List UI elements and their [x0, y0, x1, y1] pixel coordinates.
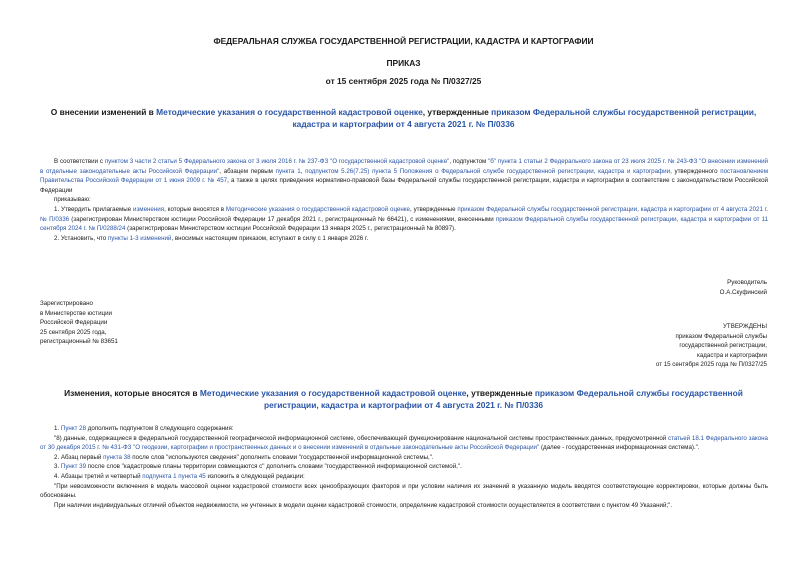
preamble-text: , утвержденного: [670, 167, 721, 175]
changes-title-text-a: Изменения, которые вносятся в: [64, 388, 200, 398]
document-date: от 15 сентября 2025 года № П/0327/25: [325, 76, 482, 86]
methodical-guidelines-link-2[interactable]: Методические указания о государственной кадастровой оценке: [199, 388, 467, 398]
point-28-link[interactable]: Пункт 28: [60, 425, 87, 432]
approval-block: [656, 322, 767, 370]
approval-line: УТВЕРЖДЕНЫ: [723, 323, 767, 330]
registration-line: 25 сентября 2025 года,: [40, 328, 107, 336]
change-1: [40, 424, 768, 434]
order-0288-link[interactable]: приказом Федеральной службы государственной регистрации, кадастра и картографии от 11 сентября 2024 г. № П/0288/24: [40, 215, 769, 233]
changes-link[interactable]: изменения: [133, 205, 165, 213]
guidelines-link[interactable]: Методические указания о государственной кадастровой оценке: [225, 205, 410, 213]
preamble-text: В соответствии с: [54, 158, 105, 165]
signature-block: [720, 278, 767, 297]
government-resolution-link[interactable]: постановлением Правительства Российской Федерации от 1 июня 2009 г. № 457: [40, 167, 768, 185]
item-text: 1. Утвердить прилагаемые: [54, 205, 134, 213]
preamble-text: , а также в целях приведения нормативно-правовой базы Федеральной службы государственной регистрации, кадастра и картографии в соответствие с законодательством Российской Федерации: [40, 177, 769, 194]
order-item-1: [40, 205, 768, 234]
approval-line: от 15 сентября 2025 года № П/0327/25: [655, 361, 767, 369]
document-type: ПРИКАЗ: [386, 58, 421, 68]
change-text: 3.: [54, 463, 61, 471]
order-0336-link[interactable]: приказом Федеральной службы государственной регистрации, кадастра и картографии от 4 августа 2021 г. № П/0336: [40, 205, 769, 223]
order-item-2: [40, 234, 768, 244]
item-text: (зарегистрирован Министерством юстиции Российской Федерации 13 января 2025 г., регистрационный № 80897).: [125, 225, 456, 233]
regulation-link[interactable]: подпунктом 5.26(7.25) пункта 5 Положения о Федеральной службе государственной регистрации, кадастра и картографии: [305, 167, 671, 175]
agency-title: ФЕДЕРАЛЬНАЯ СЛУЖБА ГОСУДАРСТВЕННОЙ РЕГИСТРАЦИИ, КАДАСТРА И КАРТОГРАФИИ: [213, 36, 594, 46]
registration-line: Российской Федерации: [40, 319, 108, 327]
change-text: 2. Абзац первый: [54, 453, 104, 461]
registration-block: [40, 299, 118, 347]
changes-title: [40, 387, 767, 411]
law-431-link[interactable]: статьей 18.1 Федерального закона от 30 декабря 2015 г. № 431-ФЗ "О геодезии, картографии и пространственных данных и о внесении изменений в отдельные законодательные акты Российской Федерации": [40, 434, 768, 452]
change-text: дополнить подпунктом 8 следующего содержания:: [86, 425, 234, 432]
approval-line: кадастра и картографии: [697, 351, 767, 359]
changes-body: [40, 424, 768, 510]
approval-line: приказом Федеральной службы: [675, 332, 767, 340]
change-4: [40, 472, 768, 482]
change-3: [40, 462, 768, 472]
approval-line: государственной регистрации,: [679, 342, 767, 350]
law-237-link[interactable]: пунктом 3 части 2 статьи 5 Федерального закона от 3 июля 2016 г. № 237-ФЗ "О государственной кадастровой оценке": [104, 158, 450, 165]
change-text: изложить в следующей редакции:: [205, 472, 305, 480]
order-verb: приказываю:: [54, 196, 91, 204]
law-243-link[interactable]: "б" пункта 1 статьи 2 Федерального закона от 23 июля 2025 г. № 243-ФЗ "О внесении изменений в отдельные законодательные акты Российской Федерации": [40, 158, 769, 175]
item-text: , утвержденные: [410, 205, 458, 213]
change-2: [40, 453, 768, 463]
point-39-link[interactable]: Пункт 39: [60, 463, 87, 471]
item-text: (зарегистрирован Министерством юстиции Российской Федерации 17 декабря 2021 г., регистрационный № 66421), с изменениями, внесенными: [69, 215, 496, 223]
preamble-text: , абзацем первым: [219, 167, 276, 175]
signer-name: О.А.Скуфинский: [719, 288, 767, 296]
change-4-quote-1: "При невозможности включения в модель массовой оценки кадастровой стоимости всех ценообразующих факторов и при условии наличия их значений в указанную модель вводятся соответствующие корректировки, которые должны быть обоснованы.: [40, 482, 768, 500]
preamble-text: , подпунктом: [449, 158, 489, 165]
methodical-guidelines-link[interactable]: Методические указания о государственной кадастровой оценке: [156, 107, 423, 117]
change-text: "8) данные, содержащиеся в федеральной государственной географической информационной системе, обеспечивающей функционирование национальной системы пространственных данных, предусмотренной: [54, 434, 669, 442]
item-text: , которые вносятся в: [164, 205, 226, 213]
preamble-text: ,: [300, 167, 306, 175]
base-order-link[interactable]: приказом Федеральной службы государственной регистрации, кадастра и картографии от 4 августа 2021 г. № П/0336: [292, 107, 757, 129]
point-45-link[interactable]: подпункта 1 пункта 45: [142, 472, 206, 480]
change-text: (далее - государственная информационная система).".: [539, 444, 700, 452]
points-1-3-link[interactable]: пункты 1-3 изменений: [107, 234, 172, 242]
item-text: 2. Установить, что: [54, 234, 108, 242]
signer-role: Руководитель: [727, 279, 767, 286]
registration-line: в Министерстве юстиции: [40, 309, 113, 317]
change-1-quote: [40, 434, 768, 453]
change-text: после слов "используются сведения" дополнить словами "государственной информационной системы,".: [130, 453, 434, 461]
point-38-link[interactable]: пункта 38: [103, 453, 131, 461]
change-text: 1.: [54, 425, 61, 432]
preamble: [40, 157, 768, 195]
change-text: после слов "кадастровые планы территории совмещаются с" дополнить словами "государственной информационной системой,".: [86, 463, 462, 471]
order-title-text-a: О внесении изменений в: [50, 107, 157, 117]
registration-line: регистрационный № 83651: [40, 338, 118, 346]
order-body: [40, 157, 768, 243]
order-title: [40, 106, 767, 130]
item-text: , вносимых настоящим приказом, вступают в силу с 1 января 2026 г.: [171, 234, 369, 242]
base-order-link-2[interactable]: приказом Федеральной службы государственной регистрации, кадастра и картографии от 4 августа 2021 г. № П/0336: [263, 388, 743, 410]
point-1-link[interactable]: пункта 1: [275, 167, 301, 175]
order-title-text-b: , утвержденные: [422, 107, 492, 117]
change-text: 4. Абзацы третий и четвертый: [54, 472, 143, 480]
change-4-quote-2: При наличии индивидуальных отличий объектов недвижимости, не учтенных в модели оценки кадастровой стоимости, определение кадастровой стоимости осуществляется в соответствии с пунктом 49 Указаний;".: [54, 501, 673, 509]
changes-title-text-b: , утвержденные: [466, 388, 535, 398]
registration-line: Зарегистрировано: [40, 300, 93, 307]
